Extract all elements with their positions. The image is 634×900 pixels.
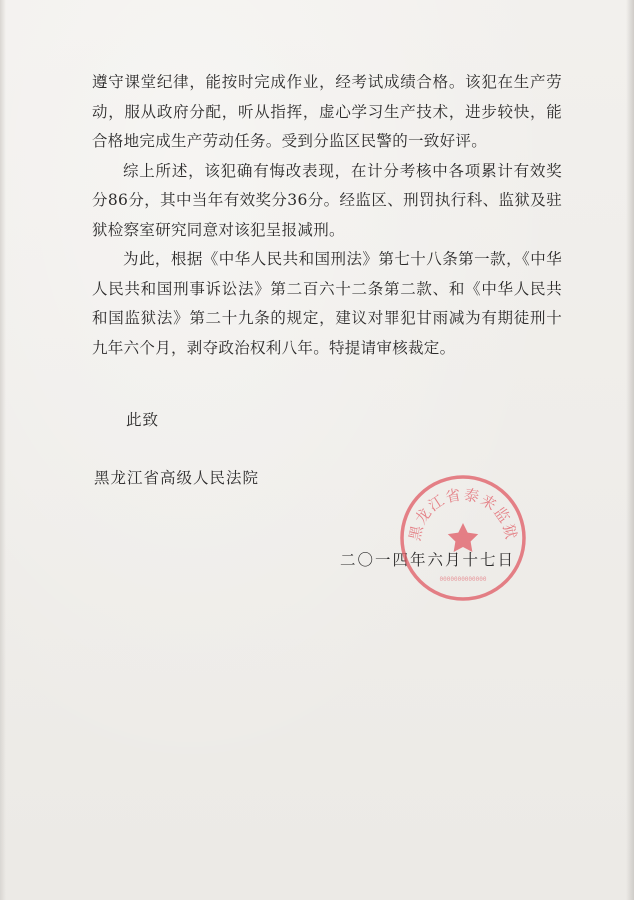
star-icon [448,523,478,552]
paragraph-summary: 综上所述，该犯确有悔改表现，在计分考核中各项累计有效奖分86分，其中当年有效奖分36分。经监区、刑罚执行科、监狱及驻狱检察室研究同意对该犯呈报减刑。 [92,161,562,239]
official-seal [398,473,528,603]
seal-serial-number: 0000000000000 [439,576,487,583]
paragraph-behavior: 遵守课堂纪律，能按时完成作业，经考试成绩合格。该犯在生产劳动，服从政府分配，听从指挥，虚心学习生产技术，进步较快，能合格地完成生产劳动任务。受到分监区民警的一致好评。 [92,73,562,150]
seal-text: 黑龙江省泰来监狱 [405,485,521,543]
recipient: 黑龙江省高级人民法院 [94,469,260,487]
page-edge-shadow-right [626,0,634,900]
document-date: 二〇一四年六月十七日 [340,551,516,569]
paragraph-recommendation: 为此，根据《中华人民共和国刑法》第七十八条第一款，《中华人民共和国刑事诉讼法》第二百六十二条第二款、和《中华人民共和国监狱法》第二十九条的规定，建议对罪犯甘雨减为有期徒刑十九年六个月，剥夺政治权利八年。特提请审核裁定。 [92,250,562,357]
salutation: 此致 [126,411,160,429]
document-body [92,68,562,363]
page-edge-shadow-left [0,0,6,900]
